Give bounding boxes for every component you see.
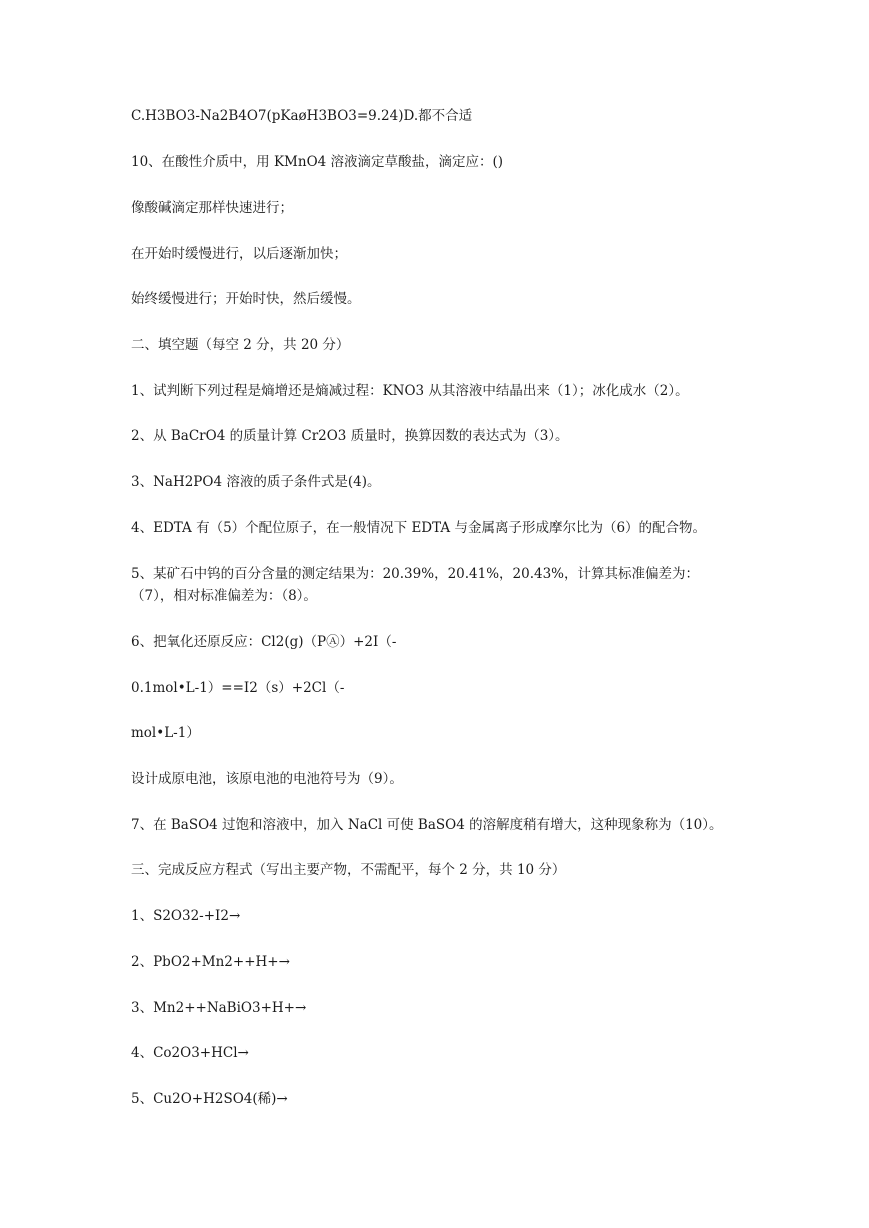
- equation-5: 5、Cu2O+H2SO4(稀)→: [131, 1091, 288, 1107]
- fill-question-6-cont-3: 设计成原电池，该原电池的电池符号为（9）。: [131, 771, 403, 787]
- option-b: 在开始时缓慢进行，以后逐渐加快；: [131, 246, 347, 262]
- fill-question-5: 5、某矿石中钨的百分含量的测定结果为：20.39%，20.41%，20.43%，计算其标准偏差为：: [131, 566, 700, 582]
- fill-question-1: 1、试判断下列过程是熵增还是熵减过程：KNO3 从其溶液中结晶出来（1）；冰化成水（2）。: [131, 383, 689, 399]
- option-a: 像酸碱滴定那样快速进行；: [131, 200, 293, 216]
- fill-question-5-cont: （7），相对标准偏差为：（8）。: [131, 588, 317, 604]
- question-10: 10、在酸性介质中，用 KMnO4 溶液滴定草酸盐，滴定应：(): [131, 154, 504, 170]
- equation-1: 1、S2O32-+I2→: [131, 908, 241, 924]
- fill-question-4: 4、EDTA 有（5）个配位原子，在一般情况下 EDTA 与金属离子形成摩尔比为（6）的配合物。: [131, 520, 707, 536]
- option-c-d-line: C.H3BO3-Na2B4O7(pKaøH3BO3=9.24)D.都不合适: [131, 108, 473, 124]
- equation-4: 4、Co2O3+HCl→: [131, 1045, 249, 1061]
- option-c-d: 始终缓慢进行；开始时快，然后缓慢。: [131, 291, 361, 307]
- equation-3: 3、Mn2++NaBiO3+H+→: [131, 1000, 307, 1016]
- fill-question-2: 2、从 BaCrO4 的质量计算 Cr2O3 质量时，换算因数的表达式为（3）。: [131, 428, 569, 444]
- fill-question-3: 3、NaH2PO4 溶液的质子条件式是(4)。: [131, 474, 381, 490]
- fill-question-7: 7、在 BaSO4 过饱和溶液中，加入 NaCl 可使 BaSO4 的溶解度稍有增大，这种现象称为（10）。: [131, 817, 723, 833]
- section-heading-equations: 三、完成反应方程式（写出主要产物，不需配平，每个 2 分，共 10 分）: [131, 862, 566, 878]
- fill-question-6-cont-2: mol•L-1）: [131, 725, 200, 741]
- equation-2: 2、PbO2+Mn2++H+→: [131, 954, 290, 970]
- fill-question-6: 6、把氧化还原反应：Cl2(g)（PⒶ）+2I（-: [131, 634, 397, 650]
- fill-question-6-cont-1: 0.1mol•L-1）==I2（s）+2Cl（-: [131, 680, 345, 696]
- section-heading-fill-blank: 二、填空题（每空 2 分，共 20 分）: [131, 337, 350, 353]
